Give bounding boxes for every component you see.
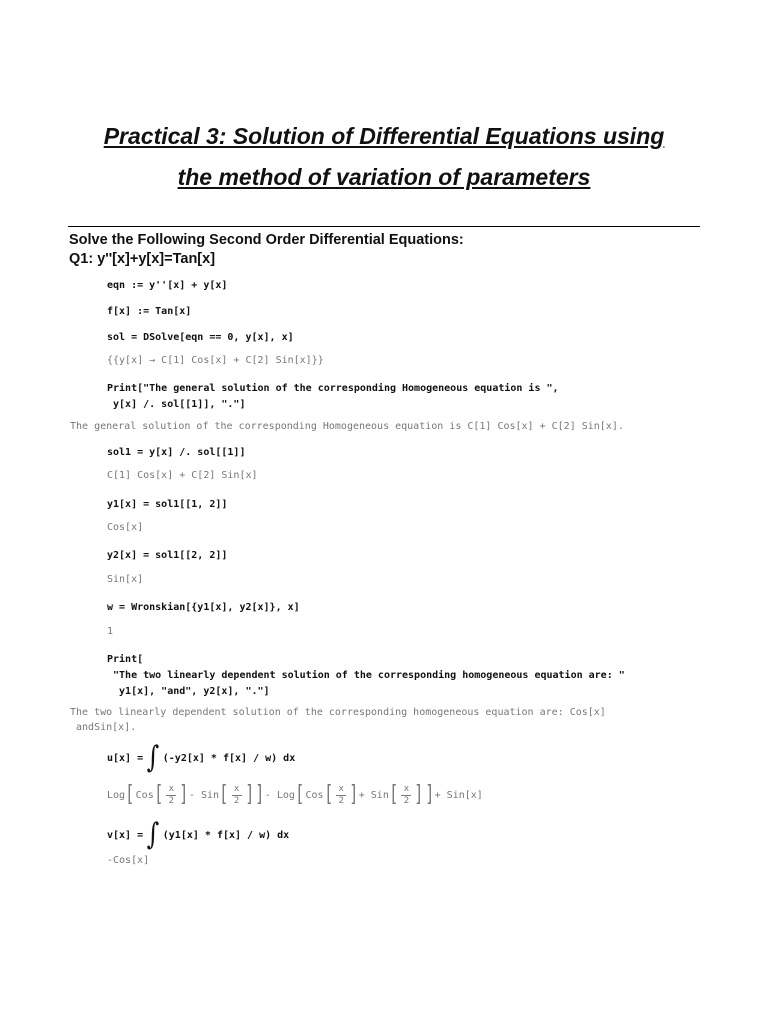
integral-sign-icon: ∫ [146,740,160,775]
output-wronskian: 1 [107,626,114,637]
page-title-line-1: Practical 3: Solution of Differential Equations using [103,123,665,149]
bracket-icon: ] [350,782,357,807]
bracket-icon: ] [245,782,252,807]
fraction-x-over-2: $\frac{x}{2}$ [336,785,346,806]
u-out-minus-sin: - Sin [188,789,220,801]
u-out-plus-sin-x: + Sin[x] [434,789,483,801]
question-heading: Q1: y''[x]+y[x]=Tan[x] [69,251,216,267]
output-print-dependent-2: andSin[x]. [70,722,137,733]
output-sol1: C[1] Cos[x] + C[2] Sin[x] [107,470,258,481]
u-lhs: u[x] = [107,752,144,764]
output-v: -Cos[x] [107,855,150,866]
u-integrand: (-y2[x] * f[x] / w) dx [162,752,296,764]
input-wronskian: w = Wronskian[{y1[x], y2[x]}, x] [107,602,300,613]
input-print-dependent-2: "The two linearly dependent solution of the corresponding homogeneous equation are: " [107,670,625,681]
input-print-general-2: y[x] /. sol[[1]], "."] [107,399,246,410]
u-out-minus-log: - Log [264,789,295,801]
bracket-icon: [ [297,782,304,807]
input-y2: y2[x] = sol1[[2, 2]] [107,550,228,561]
input-print-general-1: Print["The general solution of the corresponding Homogeneous equation is ", [107,383,559,394]
input-f: f[x] := Tan[x] [107,306,192,317]
output-u [107,778,483,812]
input-dsolve: sol = DSolve[eqn == 0, y[x], x] [107,332,294,343]
u-out-plus-sin: + Sin [358,789,389,801]
input-v-integral [107,818,289,852]
bracket-icon: ] [180,782,187,807]
bracket-icon: ] [256,782,263,807]
input-sol1: sol1 = y[x] /. sol[[1]] [107,447,246,458]
input-y1: y1[x] = sol1[[1, 2]] [107,499,228,510]
fraction-x-over-2: $\frac{x}{2}$ [232,785,242,806]
bracket-icon: [ [325,782,332,807]
output-y2: Sin[x] [107,574,144,585]
title-divider [68,226,700,227]
v-lhs: v[x] = [107,829,144,841]
u-out-log: Log [107,789,126,801]
fraction-x-over-2: $\frac{x}{2}$ [166,785,176,806]
integral-sign-icon: ∫ [146,817,160,852]
u-out-cos-2: Cos [305,789,324,801]
bracket-icon: [ [127,782,134,807]
bracket-icon: [ [221,782,228,807]
input-print-dependent-1: Print[ [107,654,144,665]
bracket-icon: [ [156,782,163,807]
bracket-icon: ] [415,782,422,807]
output-dsolve: {{y[x] → C[1] Cos[x] + C[2] Sin[x]}} [107,355,324,366]
output-print-general: The general solution of the corresponding Homogeneous equation is C[1] Cos[x] + C[2] Sin[x]. [70,421,624,432]
u-out-cos: Cos [135,789,154,801]
section-heading: Solve the Following Second Order Differential Equations: [69,232,464,248]
page-title-line-2: the method of variation of parameters [177,164,591,190]
bracket-icon: [ [391,782,398,807]
output-y1: Cos[x] [107,522,144,533]
input-eqn: eqn := y''[x] + y[x] [107,280,228,291]
input-u-integral [107,741,295,775]
v-integrand: (y1[x] * f[x] / w) dx [162,829,290,841]
bracket-icon: ] [426,782,433,807]
output-print-dependent-1: The two linearly dependent solution of the corresponding homogeneous equation are: Cos[x] [70,707,606,718]
input-print-dependent-3: y1[x], "and", y2[x], "."] [107,686,270,697]
fraction-x-over-2: $\frac{x}{2}$ [401,785,411,806]
